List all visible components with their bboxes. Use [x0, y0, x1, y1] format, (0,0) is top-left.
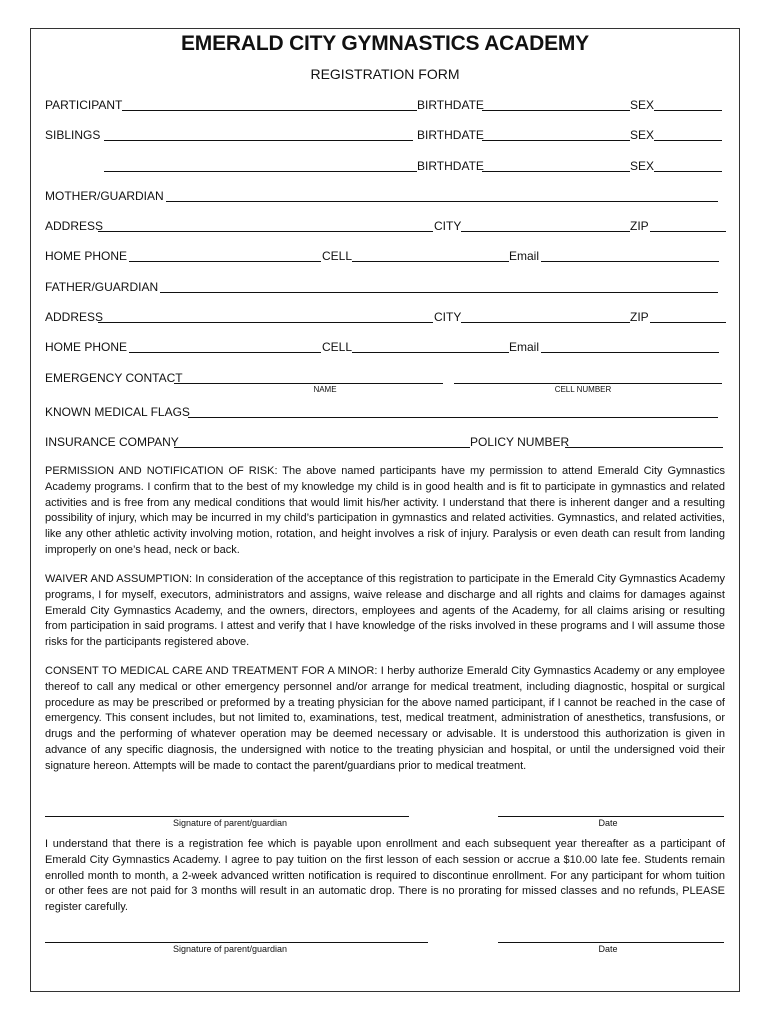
- participant-sex-field[interactable]: [654, 110, 722, 111]
- home-phone-label: HOME PHONE: [45, 340, 128, 354]
- home-phone-label: HOME PHONE: [45, 249, 128, 263]
- sibling-2-birthdate-field[interactable]: [482, 171, 630, 172]
- email-label: Email: [509, 249, 540, 263]
- father-cell-field[interactable]: [352, 352, 509, 353]
- birthdate-label: BIRTHDATE: [417, 128, 484, 142]
- participant-field[interactable]: [122, 110, 417, 111]
- emergency-cell-field[interactable]: [454, 383, 722, 384]
- address-label: ADDRESS: [45, 310, 104, 324]
- siblings-label: SIBLINGS: [45, 128, 101, 142]
- date-line-2[interactable]: [498, 942, 724, 943]
- emergency-name-field[interactable]: [174, 383, 443, 384]
- mother-address-field[interactable]: [98, 231, 433, 232]
- father-address-field[interactable]: [98, 322, 433, 323]
- cell-label: CELL: [322, 249, 353, 263]
- sex-label: SEX: [630, 98, 655, 112]
- father-zip-field[interactable]: [650, 322, 726, 323]
- insurance-company-field[interactable]: [174, 447, 470, 448]
- consent-paragraph: CONSENT TO MEDICAL CARE AND TREATMENT FOR A MINOR: I herby authorize Emerald City Gymnastics Academy or any employee thereof to call any medical or other emergency personnel and/or arrange for medical treatment, including diagnostic, hospital or surgical procedure as may be prescribed or preformed by a treating physician for the above named participant, if I cannot be reached in the case of emergency. This consent includes, but not limited to, examinations, test, medical treatment, administration of anesthetics, transfusions, or drugs and the performing of whatever operation may be deemed necessary or advisable. It is understood this authorization is given in advance of any specific diagnosis, the undersigned with notice to the treating physician and hospital, or until the undersigned void their signature hereon. Attempts will be made to contact the parent/guardians prior to medical treatment.: [45, 665, 725, 772]
- participant-label: PARTICIPANT: [45, 98, 123, 112]
- father-email-field[interactable]: [541, 352, 719, 353]
- city-label: CITY: [434, 219, 462, 233]
- mother-home-phone-field[interactable]: [129, 261, 321, 262]
- mother-guardian-label: MOTHER/GUARDIAN: [45, 189, 164, 203]
- birthdate-label: BIRTHDATE: [417, 98, 484, 112]
- policy-number-label: POLICY NUMBER: [470, 435, 570, 449]
- signature-caption-2: Signature of parent/guardian: [172, 944, 288, 954]
- waiver-paragraph: WAIVER AND ASSUMPTION: In consideration of the acceptance of this registration to participate in the Emerald City Gymnastics Academy programs, I for myself, executors, administrators and assigns, waive release and discharge and all rights and claims for damages against Emerald City Gymnastics Academy, and the owners, directors, employees and agents of the Academy, for all claims arising or resulting from participation in said programs. I attest and verify that I have knowledge of the risks involved in these programs and I will assume those risks for the participants registered above.: [45, 573, 725, 649]
- signature-caption-1: Signature of parent/guardian: [172, 818, 288, 828]
- city-label: CITY: [434, 310, 462, 324]
- date-caption-1: Date: [598, 818, 618, 828]
- permission-paragraph: PERMISSION AND NOTIFICATION OF RISK: The above named participants have my permission to attend Emerald City Gymnastics Academy programs. I confirm that to the best of my knowledge my child is in good health and is fit to participate in gymnastics and related activities and is free from any medical conditions that would limit his/her activity. I understand that there is inherent danger and a resulting possibility of injury, which may be incurred in my child’s participation in gymnastics and related activities. Gymnastics, and related activities, like any other athletic activity involving motion, rotation, and height involves a risk of injury. Paralysis or even death can result from landing improperly on one’s head, neck or back.: [45, 465, 725, 556]
- form-subtitle: REGISTRATION FORM: [310, 66, 460, 82]
- sex-label: SEX: [630, 159, 655, 173]
- cell-label: CELL: [322, 340, 353, 354]
- father-home-phone-field[interactable]: [129, 352, 321, 353]
- email-label: Email: [509, 340, 540, 354]
- sibling-1-birthdate-field[interactable]: [482, 140, 630, 141]
- known-medical-flags-label: KNOWN MEDICAL FLAGS: [45, 405, 190, 419]
- mother-email-field[interactable]: [541, 261, 719, 262]
- sibling-1-sex-field[interactable]: [654, 140, 722, 141]
- policy-number-field[interactable]: [565, 447, 723, 448]
- insurance-company-label: INSURANCE COMPANY: [45, 435, 179, 449]
- name-caption: NAME: [313, 385, 337, 394]
- fee-paragraph: I understand that there is a registration fee which is payable upon enrollment and each subsequent year thereafter as a participant of Emerald City Gymnastics Academy. I agree to pay tuition on the first lesson of each session or accrue a $10.00 late fee. Students remain enrolled month to month, a 2-week advanced written notification is required to discontinue enrollment. For any participant for whom tuition or other fees are not paid for 3 months will result in an automatic drop. There is no prorating for missed classes and no refunds, PLEASE register carefully.: [45, 838, 725, 914]
- signature-line-2[interactable]: [45, 942, 428, 943]
- signature-line-1[interactable]: [45, 816, 409, 817]
- father-guardian-field[interactable]: [160, 292, 718, 293]
- emergency-contact-label: EMERGENCY CONTACT: [45, 371, 183, 385]
- cell-number-caption: CELL NUMBER: [554, 385, 612, 394]
- date-caption-2: Date: [598, 944, 618, 954]
- sibling-1-field[interactable]: [104, 140, 413, 141]
- mother-cell-field[interactable]: [352, 261, 509, 262]
- mother-guardian-field[interactable]: [166, 201, 718, 202]
- participant-birthdate-field[interactable]: [482, 110, 630, 111]
- birthdate-label: BIRTHDATE: [417, 159, 484, 173]
- sibling-2-field[interactable]: [104, 171, 417, 172]
- zip-label: ZIP: [630, 310, 649, 324]
- mother-zip-field[interactable]: [650, 231, 726, 232]
- sex-label: SEX: [630, 128, 655, 142]
- address-label: ADDRESS: [45, 219, 104, 233]
- father-city-field[interactable]: [461, 322, 630, 323]
- mother-city-field[interactable]: [461, 231, 630, 232]
- date-line-1[interactable]: [498, 816, 724, 817]
- medical-flags-field[interactable]: [188, 417, 718, 418]
- zip-label: ZIP: [630, 219, 649, 233]
- father-guardian-label: FATHER/GUARDIAN: [45, 280, 159, 294]
- page-title: EMERALD CITY GYMNASTICS ACADEMY: [181, 32, 589, 55]
- sibling-2-sex-field[interactable]: [654, 171, 722, 172]
